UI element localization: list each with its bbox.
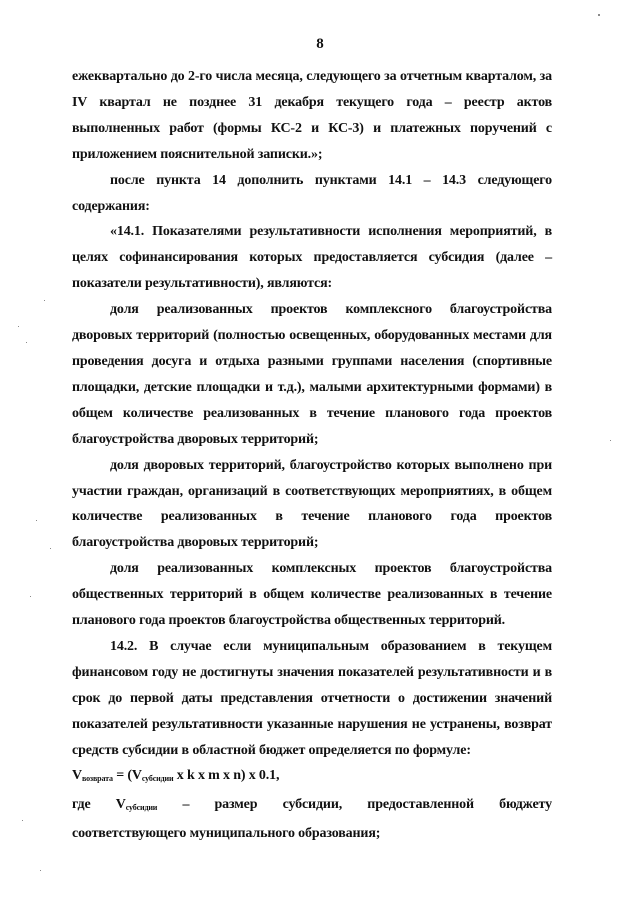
- scan-speck: [610, 440, 611, 441]
- scan-speck: [50, 548, 51, 549]
- paragraph-quarterly-report: ежеквартально до 2-го числа месяца, следующего за отчетным кварталом, за IV квартал не позднее 31 декабря текущего года – реестр актов выполненных работ (формы КС-2 и КС-3) и платежных поручений с приложением пояснительной записки.»;: [72, 69, 552, 162]
- scan-speck: [22, 820, 23, 821]
- where-clause-continuation: соответствующего муниципального образования;: [72, 826, 381, 842]
- document-body: [72, 64, 552, 847]
- scan-speck: [40, 870, 41, 871]
- paragraph-add-points: после пункта 14 дополнить пунктами 14.1 – 14.3 следующего содержания:: [72, 172, 552, 214]
- paragraph-14-1: «14.1. Показателями результативности исполнения мероприятий, в целях софинансирования которых предоставляется субсидия (далее – показатели результативности), являются:: [72, 224, 552, 292]
- paragraph-indicator-yard-projects: доля реализованных проектов комплексного благоустройства дворовых территорий (полностью освещенных, оборудованных местами для проведения досуга и отдыха разными группами населения (спортивные площадки, детские площадки и т.д.), малыми архитектурными формами) в общем количестве реализованных в течение планового года проектов благоустройства дворовых территорий;: [72, 302, 552, 447]
- scan-speck: [30, 596, 31, 597]
- refund-formula: $V_{возврата} = (V_{субсидии}$ x k x m x n) x 0.1,: [72, 768, 280, 784]
- scan-speck: [44, 300, 45, 301]
- scan-speck: [18, 326, 19, 327]
- scan-speck: [26, 342, 27, 343]
- paragraph-indicator-citizen-participation: доля дворовых территорий, благоустройство которых выполнено при участии граждан, организаций в соответствующих мероприятиях, в общем количестве реализованных в течение планового года проектов благоустройства дворовых территорий;: [72, 457, 552, 551]
- scan-speck: [598, 14, 600, 16]
- scan-speck: [36, 520, 37, 521]
- where-clause-line: где $V_{субсидии}$ – размер субсидии, предоставленной бюджету: [72, 797, 552, 813]
- page-number: 8: [316, 36, 324, 52]
- paragraph-14-2: 14.2. В случае если муниципальным образованием в текущем финансовом году не достигнуты значения показателей результативности и в срок до первой даты представления отчетности о достижении значений показателей результативности указанные нарушения не устранены, возврат средств субсидии в областной бюджет определяется по формуле:: [72, 638, 552, 758]
- paragraph-indicator-public-areas: доля реализованных комплексных проектов благоустройства общественных территорий в общем количестве реализованных в течение планового года проектов благоустройства общественных территорий.: [72, 561, 552, 629]
